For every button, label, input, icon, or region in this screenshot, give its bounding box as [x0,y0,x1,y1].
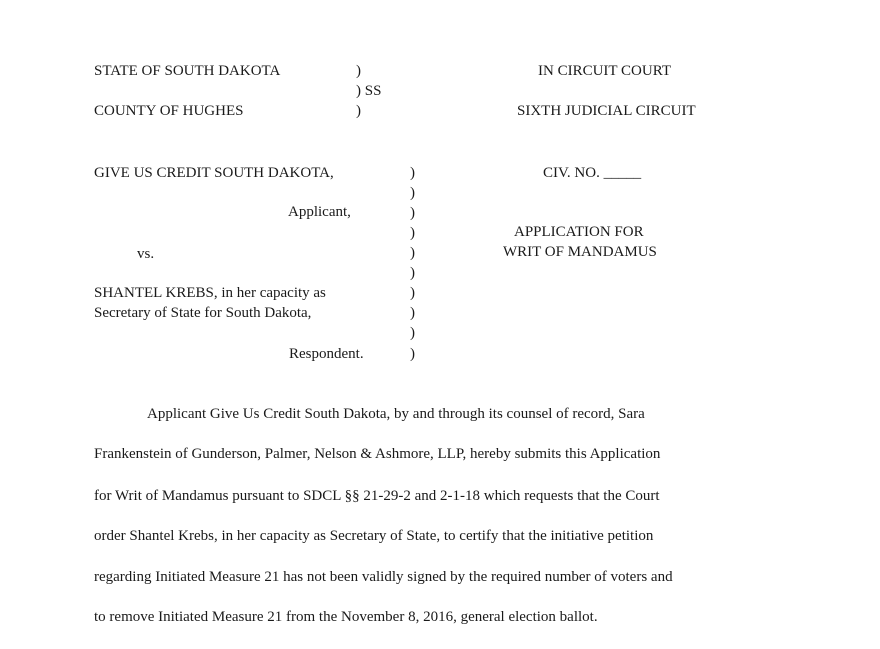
body-line-5: regarding Initiated Measure 21 has not been validly signed by the required number of voters and [94,569,673,585]
state-label: STATE OF SOUTH DAKOTA [94,63,281,79]
caption-paren: ) [410,285,415,301]
versus-label: vs. [137,246,155,262]
applicant-name: GIVE US CREDIT SOUTH DAKOTA, [94,165,334,181]
caption-paren: ) [356,63,361,79]
caption-paren: ) [410,305,415,321]
body-line-6: to remove Initiated Measure 21 from the November 8, 2016, general election ballot. [94,609,598,625]
respondent-name-line1: SHANTEL KREBS, in her capacity as [94,285,326,301]
applicant-role: Applicant, [288,204,351,220]
caption-paren: ) [410,185,415,201]
caption-paren: ) [410,165,415,181]
document-title-line1: APPLICATION FOR [514,224,644,240]
document-title-line2: WRIT OF MANDAMUS [503,244,657,260]
ss-label: ) SS [356,83,382,99]
respondent-name-line2: Secretary of State for South Dakota, [94,305,312,321]
civ-number: CIV. NO. _____ [543,165,642,181]
caption-paren: ) [410,325,415,341]
body-line-4: order Shantel Krebs, in her capacity as Secretary of State, to certify that the initiative petition [94,528,654,544]
caption-paren: ) [356,103,361,119]
court-label: IN CIRCUIT COURT [538,63,671,79]
body-line-2: Frankenstein of Gunderson, Palmer, Nelson & Ashmore, LLP, hereby submits this Application [94,446,661,462]
caption-paren: ) [410,225,415,241]
circuit-label: SIXTH JUDICIAL CIRCUIT [517,103,696,119]
caption-paren: ) [410,265,415,281]
body-line-3: for Writ of Mandamus pursuant to SDCL §§ 21-29-2 and 2-1-18 which requests that the Court [94,488,660,504]
caption-paren: ) [410,245,415,261]
county-label: COUNTY OF HUGHES [94,103,244,119]
body-line-1: Applicant Give Us Credit South Dakota, by and through its counsel of record, Sara [147,406,645,422]
caption-paren: ) [410,346,415,362]
caption-paren: ) [410,205,415,221]
respondent-role: Respondent. [289,346,364,362]
